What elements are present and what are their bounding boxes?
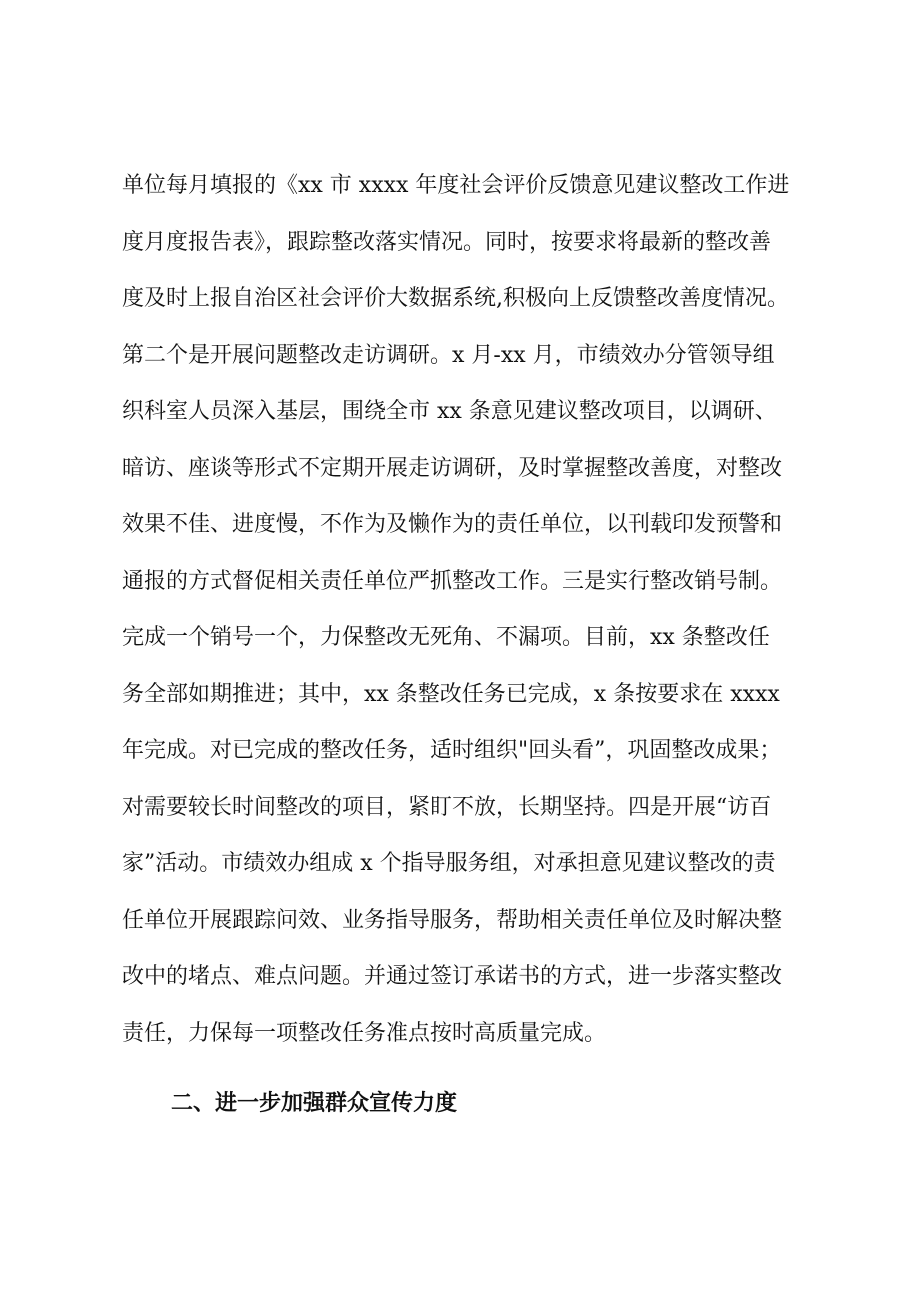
text-line: 度及时上报自治区社会评价大数据系统,积极向上反馈整改善度情况。 — [122, 286, 789, 311]
text-line: 任单位开展跟踪问效、业务指导服务，帮助相关责任单位及时解决整 — [122, 907, 783, 933]
text-line: 度月度报告表》，跟踪整改落实情况。同时，按要求将最新的整改善 — [122, 229, 772, 255]
text-line: 织科室人员深入基层，围绕全市 xx 条意见建议整改项目，以调研、 — [122, 399, 777, 424]
text-line: 通报的方式督促相关责任单位严抓整改工作。三是实行整改销号制。 — [122, 568, 783, 594]
section-heading: 二、进一步加强群众宣传力度 — [171, 1091, 458, 1116]
text-line: 年完成。对已完成的整改任务，适时组织"回头看”，巩固整改成果； — [122, 738, 782, 763]
text-line: 家”活动。市绩效办组成 x 个指导服务组，对承担意见建议整改的责 — [122, 851, 776, 876]
text-line: 对需要较长时间整改的项目，紧盯不放，长期坚持。四是开展“访百 — [122, 794, 772, 820]
text-line: 效果不佳、进度慢，不作为及懒作为的责任单位，以刊载印发预警和 — [122, 512, 783, 537]
text-line: 改中的堵点、难点问题。并通过签订承诺书的方式，进一步落实整改 — [122, 964, 783, 989]
text-line: 完成一个销号一个，力保整改无死角、不漏项。目前，xx 条整改任 — [122, 625, 770, 650]
text-line: 单位每月填报的《xx 市 xxxx 年度社会评价反馈意见建议整改工作进 — [122, 173, 790, 198]
text-line: 暗访、座谈等形式不定期开展走访调研，及时掌握整改善度，对整改 — [122, 455, 783, 481]
text-line: 务全部如期推进；其中，xx 条整改任务已完成，x 条按要求在 xxxx — [122, 681, 780, 707]
text-line: 第二个是开展问题整改走访调研。x 月-xx 月，市绩效办分管领导组 — [122, 342, 775, 368]
text-line: 责任，力保每一项整改任务准点按时高质量完成。 — [122, 1020, 607, 1046]
